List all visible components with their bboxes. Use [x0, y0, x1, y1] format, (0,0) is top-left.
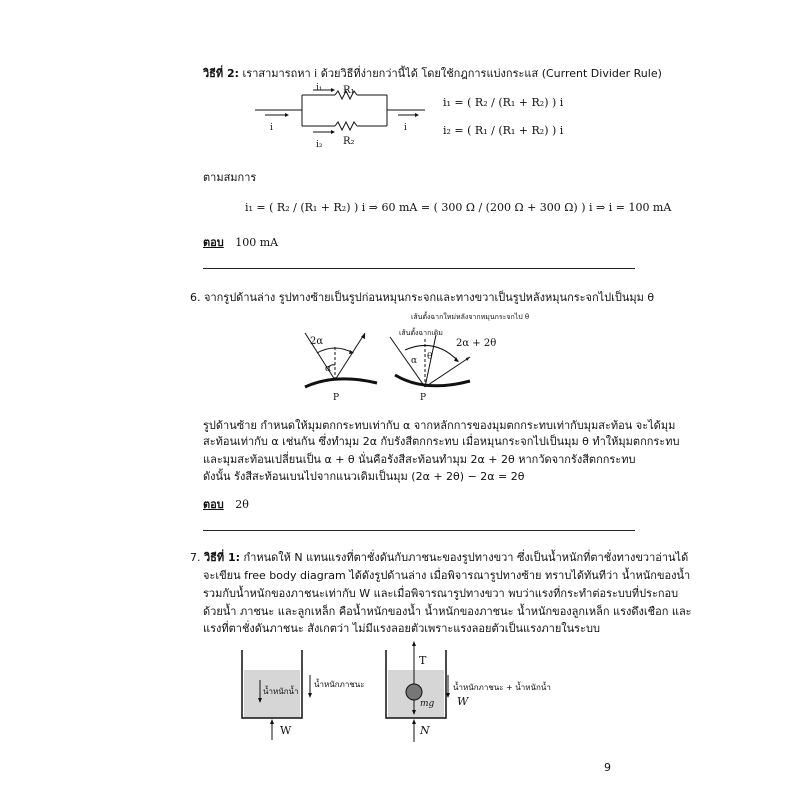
mirror-before-figure — [295, 325, 385, 405]
q7-paragraph-2: จะเขียน free body diagram ได้ดังรูปด้านล่าง เมื่อพิจารณารูปทางซ้าย ทราบได้ทันทีว่า น้ำหนักของน้ำ — [203, 569, 691, 582]
label-i-left: i — [270, 123, 273, 133]
answer-value: 100 mA — [235, 236, 279, 249]
q6-paragraph-4: ดังนั้น รังสีสะท้อนเบนไปจากแนวเดิมเป็นมุม (2α + 2θ) − 2α = 2θ — [203, 470, 525, 483]
q6-paragraph-2: สะท้อนเท่ากับ α เช่นกัน ซึ่งทำมุม 2α กับรังสีตกกระทบ เมื่อหมุนกระจกไปเป็นมุม θ ทำให้มุมตกกระทบ — [203, 435, 680, 448]
label-P-left: P — [333, 393, 340, 403]
q7-paragraph-4: ด้วยน้ำ ภาชนะ และลูกเหล็ก คือน้ำหนักของน้ำ น้ำหนักของภาชนะ น้ำหนักของลูกเหล็ก แรงดึงเชือก และ — [203, 605, 692, 618]
q7-first-line — [190, 550, 688, 566]
q6-text: จากรูปด้านล่าง รูปทางซ้ายเป็นรูปก่อนหมุนกระจกและทางขวาเป็นรูปหลังหมุนกระจกไปเป็นมุม θ — [204, 291, 655, 304]
label-new-normal: เส้นตั้งฉากใหม่หลังจากหมุนกระจกไป θ — [411, 313, 530, 321]
label-alpha-right: α — [411, 356, 418, 366]
method2-answer — [203, 235, 278, 251]
label-water-weight: น้ำหนักน้ำ — [263, 687, 299, 696]
fbd-right-figure — [382, 640, 452, 745]
label-mg: mg — [420, 699, 435, 709]
answer-label: ตอบ — [203, 236, 224, 249]
q6-paragraph-3: และมุมสะท้อนเปลี่ยนเป็น α + θ นั่นคือรังสีสะท้อนทำมุม 2α + 2θ หากวัดจากรังสีตกกระทบ — [203, 453, 636, 466]
label-P-right: P — [420, 393, 427, 403]
label-weights: น้ำหนักภาชนะ + น้ำหนักน้ำ — [453, 683, 551, 692]
label-i2: i₂ — [316, 140, 323, 150]
q6-answer — [203, 497, 249, 513]
label-old-normal: เส้นตั้งฉากเดิม — [399, 329, 443, 337]
section-divider — [203, 268, 635, 269]
method2-text: เราสามารถหา i ด้วยวิธีที่ง่ายกว่านี้ได้ โดยใช้กฎการแบ่งกระแส (Current Divider Rule) — [242, 67, 662, 80]
method2-prefix: วิธีที่ 2: — [203, 67, 240, 80]
label-R1: R₁ — [343, 85, 355, 96]
current-divider-circuit — [255, 88, 425, 143]
section-divider — [203, 530, 635, 531]
label-N: N — [420, 724, 430, 737]
equation-i2: i₂ = ( R₁ / (R₁ + R₂) ) i — [443, 124, 564, 137]
q7-paragraph-1: กำหนดให้ N แทนแรงที่ตาชั่งดันกับภาชนะของรูปทางขวา ซึ่งเป็นน้ำหนักที่ตาชั่งทางขวาอ่านได้ — [243, 551, 689, 564]
label-alpha-left: α — [325, 364, 332, 374]
equation-i1: i₁ = ( R₂ / (R₁ + R₂) ) i — [443, 96, 564, 109]
q7-paragraph-5: แรงที่ตาชั่งดันภาชนะ สังเกตว่า ไม่มีแรงลอยตัวเพราะแรงลอยตัวเป็นแรงภายในระบบ — [203, 622, 600, 635]
answer-label: ตอบ — [203, 498, 224, 511]
label-theta-right: θ — [427, 352, 433, 362]
label-two-alpha-two-theta: 2α + 2θ — [456, 338, 497, 349]
method2-line — [203, 66, 662, 82]
main-equation: i₁ = ( R₂ / (R₁ + R₂) ) i ⇒ 60 mA = ( 300 Ω / (200 Ω + 300 Ω) ) i ⇒ i = 100 mA — [245, 201, 672, 214]
label-T: T — [419, 654, 427, 667]
from-equation-label: ตามสมการ — [203, 171, 257, 184]
label-i1: i₁ — [316, 83, 323, 93]
answer-value: 2θ — [235, 498, 249, 511]
label-i-right: i — [404, 123, 407, 133]
label-W-right: W — [457, 695, 469, 708]
right-weights-arrow — [443, 673, 453, 703]
label-R2: R₂ — [343, 136, 355, 147]
label-container-weight: น้ำหนักภาชนะ — [314, 680, 365, 689]
q7-number: 7. — [190, 551, 201, 564]
q6-question — [190, 290, 654, 306]
q6-number: 6. — [190, 291, 201, 304]
label-W-left: W — [280, 724, 292, 737]
q7-prefix: วิธีที่ 1: — [204, 551, 241, 564]
page-number: 9 — [604, 761, 611, 774]
q7-paragraph-3: รวมกับน้ำหนักของภาชนะเท่ากับ W และเมื่อพิจารณารูปทางขวา พบว่าแรงที่กระทำต่อระบบที่ประกอบ — [203, 587, 679, 600]
label-two-alpha: 2α — [310, 336, 324, 347]
q6-paragraph-1: รูปด้านซ้าย กำหนดให้มุมตกกระทบเท่ากับ α จากหลักการของมุมตกกระทบเท่ากับมุมสะท้อน จะได้มุม — [203, 419, 676, 432]
